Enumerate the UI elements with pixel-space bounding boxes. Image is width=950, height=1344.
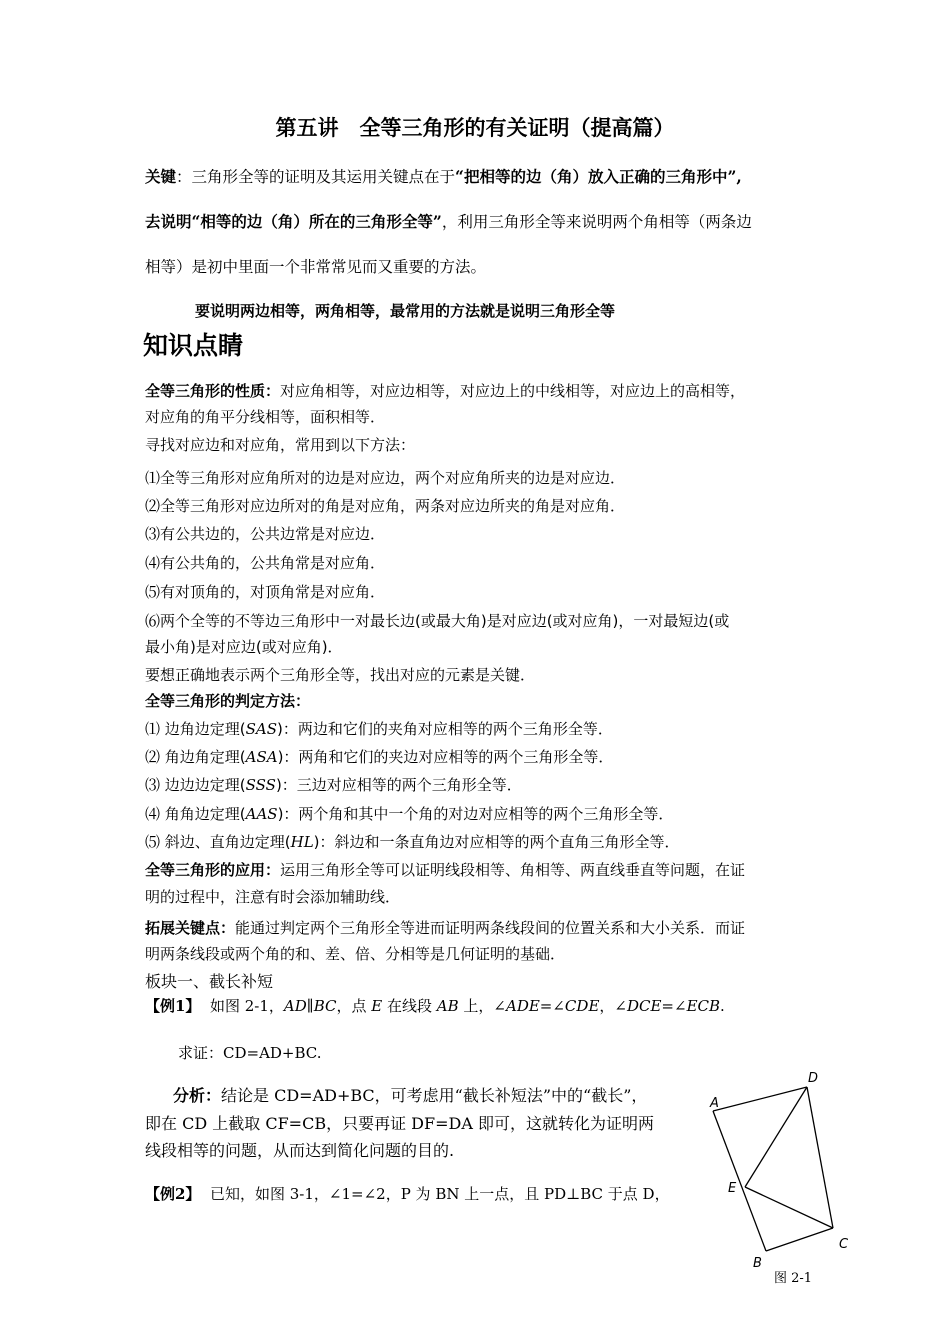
segment-de bbox=[745, 1087, 807, 1187]
segment-ab bbox=[713, 1111, 766, 1251]
extension-line-1: 拓展关键点：能通过判定两个三角形全等进而证明两条线段间的位置关系和大小关系．而证 bbox=[145, 919, 746, 937]
property-line-2: 对应角的角平分线相等，面积相等． bbox=[145, 408, 386, 426]
extension-line-2: 明两条线段或两个角的和、差、倍、分相等是几何证明的基础． bbox=[145, 945, 566, 963]
judge-2: ⑵ 角边角定理(ASA)：两角和它们的夹边对应相等的两个三角形全等． bbox=[145, 748, 614, 766]
method-6a: ⑹两个全等的不等边三角形中一对最长边(或最大角)是对应边(或对应角)，一对最短边(或 bbox=[145, 612, 730, 630]
label-d: D bbox=[808, 1071, 819, 1086]
property-text-1: 对应角相等，对应边相等，对应边上的中线相等，对应边上的高相等， bbox=[280, 382, 746, 400]
judge-3: ⑶ 边边边定理(SSS)：三边对应相等的两个三角形全等． bbox=[145, 776, 522, 794]
analysis-line-3: 线段相等的问题，从而达到简化问题的目的. bbox=[145, 1141, 455, 1160]
segment-ad bbox=[713, 1087, 807, 1111]
label-a: A bbox=[710, 1096, 719, 1111]
section-heading: 知识点睛 bbox=[143, 331, 244, 360]
example-1: 【例1】 如图 2-1，AD∥BC，点 E 在线段 AB 上，∠ADE=∠CDE，∠DCE=∠ECB. bbox=[145, 997, 725, 1015]
application-line-2: 明的过程中，注意有时会添加辅助线． bbox=[145, 888, 401, 906]
analysis-line-1: 分析：结论是 CD=AD+BC，可考虑用“截长补短法”中的“截长”， bbox=[173, 1086, 648, 1105]
find-method-line: 寻找对应边和对应角，常用到以下方法： bbox=[145, 436, 416, 454]
key-line-1 bbox=[145, 166, 742, 188]
key-text-2b: ，利用三角形全等来说明两个角相等（两条边 bbox=[441, 213, 752, 231]
key-line-3: 相等）是初中里面一个非常常见而又重要的方法。 bbox=[145, 258, 487, 276]
key-text-2a: 去说明“相等的边（角）所在的三角形全等” bbox=[145, 212, 442, 231]
method-3: ⑶有公共边的，公共边常是对应边． bbox=[145, 525, 386, 543]
page-title: 第五讲 全等三角形的有关证明（提高篇） bbox=[275, 116, 675, 140]
method-2: ⑵全等三角形对应边所对的角是对应角，两条对应边所夹的角是对应角． bbox=[145, 497, 626, 515]
method-4: ⑷有公共角的，公共角常是对应角． bbox=[145, 554, 386, 572]
example-2-tag: 【例2】 bbox=[145, 1185, 201, 1203]
key-text-1a: ：三角形全等的证明及其运用关键点在于 bbox=[176, 168, 456, 186]
emphasis-text: 要说明两边相等，两角相等，最常用的方法就是说明三角形全等 bbox=[195, 302, 616, 320]
application-line-1: 全等三角形的应用：运用三角形全等可以证明线段相等、角相等、两直线垂直等问题，在证 bbox=[145, 861, 746, 879]
judge-5: ⑸ 斜边、直角边定理(HL)：斜边和一条直角边对应相等的两个直角三角形全等． bbox=[145, 833, 680, 851]
example-1-prove: 求证：CD=AD+BC. bbox=[178, 1044, 322, 1062]
segment-dc bbox=[807, 1087, 833, 1228]
segment-cb bbox=[766, 1228, 833, 1251]
judge-4: ⑷ 角角边定理(AAS)：两个角和其中一个角的对边对应相等的两个三角形全等． bbox=[145, 805, 674, 823]
example-1-tag: 【例1】 bbox=[145, 997, 201, 1015]
property-line-1 bbox=[145, 380, 745, 401]
method-5: ⑸有对顶角的，对顶角常是对应角． bbox=[145, 583, 386, 601]
method-1: ⑴全等三角形对应角所对的边是对应边，两个对应角所夹的边是对应边． bbox=[145, 469, 626, 487]
label-c: C bbox=[839, 1237, 849, 1252]
property-label: 全等三角形的性质： bbox=[145, 382, 281, 400]
example-2: 【例2】 已知，如图 3-1，∠1=∠2，P 为 BN 上一点，且 PD⊥BC 于点 D， bbox=[145, 1185, 670, 1203]
figure-caption: 图 2-1 bbox=[774, 1271, 813, 1286]
block-heading: 板块一、截长补短 bbox=[145, 972, 274, 991]
key-text-1b: “把相等的边（角）放入正确的三角形中”, bbox=[455, 167, 742, 186]
key-element-line: 要想正确地表示两个三角形全等，找出对应的元素是关键． bbox=[145, 666, 536, 684]
analysis-label: 分析： bbox=[173, 1086, 222, 1105]
method-6b: 最小角)是对应边(或对应角)． bbox=[145, 638, 343, 656]
key-line-2 bbox=[145, 211, 752, 233]
label-e: E bbox=[728, 1181, 737, 1196]
analysis-line-2: 即在 CD 上截取 CF=CB，只要再证 DF=DA 即可，这就转化为证明两 bbox=[145, 1114, 654, 1133]
judge-label: 全等三角形的判定方法： bbox=[145, 692, 311, 710]
segment-ec bbox=[745, 1187, 833, 1228]
figure-2-1 bbox=[700, 1060, 870, 1300]
key-label: 关键 bbox=[145, 168, 177, 186]
label-b: B bbox=[753, 1256, 762, 1271]
judge-1: ⑴ 边角边定理(SAS)：两边和它们的夹角对应相等的两个三角形全等． bbox=[145, 720, 613, 738]
